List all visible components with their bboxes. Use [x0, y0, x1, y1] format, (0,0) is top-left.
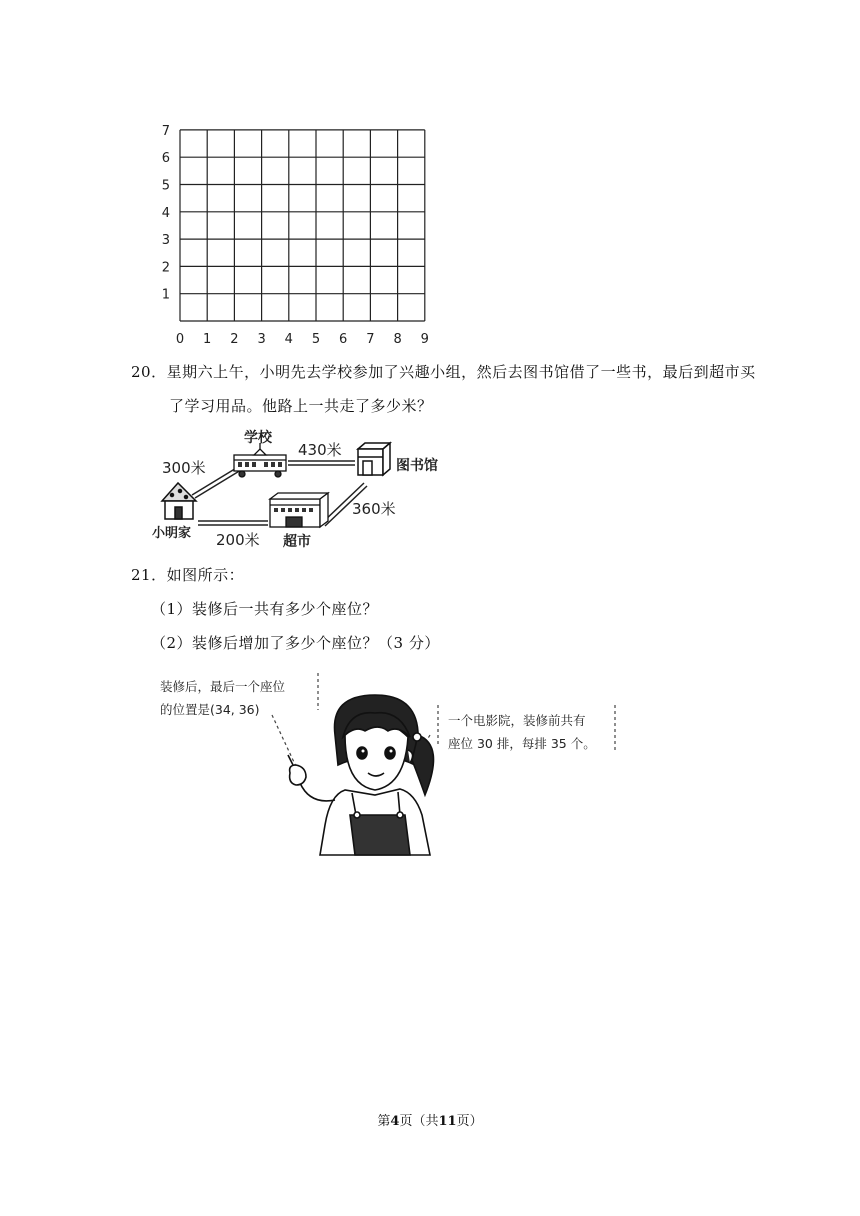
x-axis-tick-label: 6 [339, 332, 348, 347]
cinema-illustration [160, 665, 625, 860]
house-icon [162, 483, 196, 519]
x-axis-tick-label: 9 [420, 332, 429, 347]
x-axis-tick-label: 2 [230, 332, 239, 347]
distance-home-supermarket: 200米 [216, 531, 260, 549]
footer-suffix: 页） [456, 1114, 483, 1129]
speech-bubble-right-line-2: 座位 30 排，每排 35 个。 [448, 736, 596, 751]
y-axis-tick-label: 5 [161, 178, 170, 194]
y-axis-tick-label: 1 [161, 287, 170, 303]
question-21-title: 21．如图所示： [131, 566, 245, 584]
question-21-sub-1: （1）装修后一共有多少个座位？ [151, 600, 379, 618]
x-axis-tick-label: 4 [284, 332, 293, 347]
footer-page-number: 4 [390, 1114, 400, 1129]
speech-bubble-left-line-2: 的位置是(34, 36) [160, 702, 260, 717]
speech-bubble-right-line-1: 一个电影院，装修前共有 [448, 713, 586, 728]
label-school: 学校 [244, 430, 272, 446]
question-20-line-1: 20．星期六上午，小明先去学校参加了兴趣小组，然后去图书馆借了一些书，最后到超市买 [131, 363, 756, 381]
speech-bubble-left [160, 675, 285, 721]
distance-home-school: 300米 [162, 459, 206, 477]
y-axis-tick-label: 2 [161, 260, 170, 276]
y-axis-tick-label: 6 [161, 151, 170, 167]
x-axis-tick-label: 1 [203, 332, 212, 347]
x-axis-tick-label: 5 [311, 332, 321, 347]
question-20-line-2: 了学习用品。他路上一共走了多少米？ [169, 397, 433, 415]
footer-total-pages: 11 [438, 1114, 457, 1129]
x-axis-tick-label: 7 [366, 332, 375, 347]
supermarket-icon [270, 493, 328, 527]
label-library: 图书馆 [396, 458, 438, 474]
distance-library-supermarket: 360米 [352, 500, 396, 518]
x-axis-tick-label: 8 [393, 332, 402, 347]
school-icon [234, 443, 286, 477]
route-map [150, 425, 480, 550]
x-axis-tick-label: 3 [257, 332, 266, 347]
library-icon [358, 443, 390, 475]
x-axis-tick-label: 0 [175, 332, 185, 347]
coordinate-grid [150, 115, 450, 350]
footer-mid: 页（共 [399, 1114, 439, 1129]
speech-bubble-right [448, 709, 596, 755]
label-supermarket: 超市 [283, 534, 311, 550]
girl-figure [288, 695, 434, 855]
question-21-sub-2: （2）装修后增加了多少个座位？（3 分） [151, 634, 440, 652]
y-axis-tick-label: 7 [161, 123, 170, 139]
label-home: 小明家 [152, 526, 192, 541]
page-footer [0, 1110, 860, 1129]
y-axis-tick-label: 3 [161, 233, 170, 249]
y-axis-tick-label: 4 [161, 205, 170, 221]
distance-school-library: 430米 [298, 441, 342, 459]
footer-prefix: 第 [377, 1114, 391, 1129]
speech-bubble-left-line-1: 装修后，最后一个座位 [160, 679, 286, 694]
